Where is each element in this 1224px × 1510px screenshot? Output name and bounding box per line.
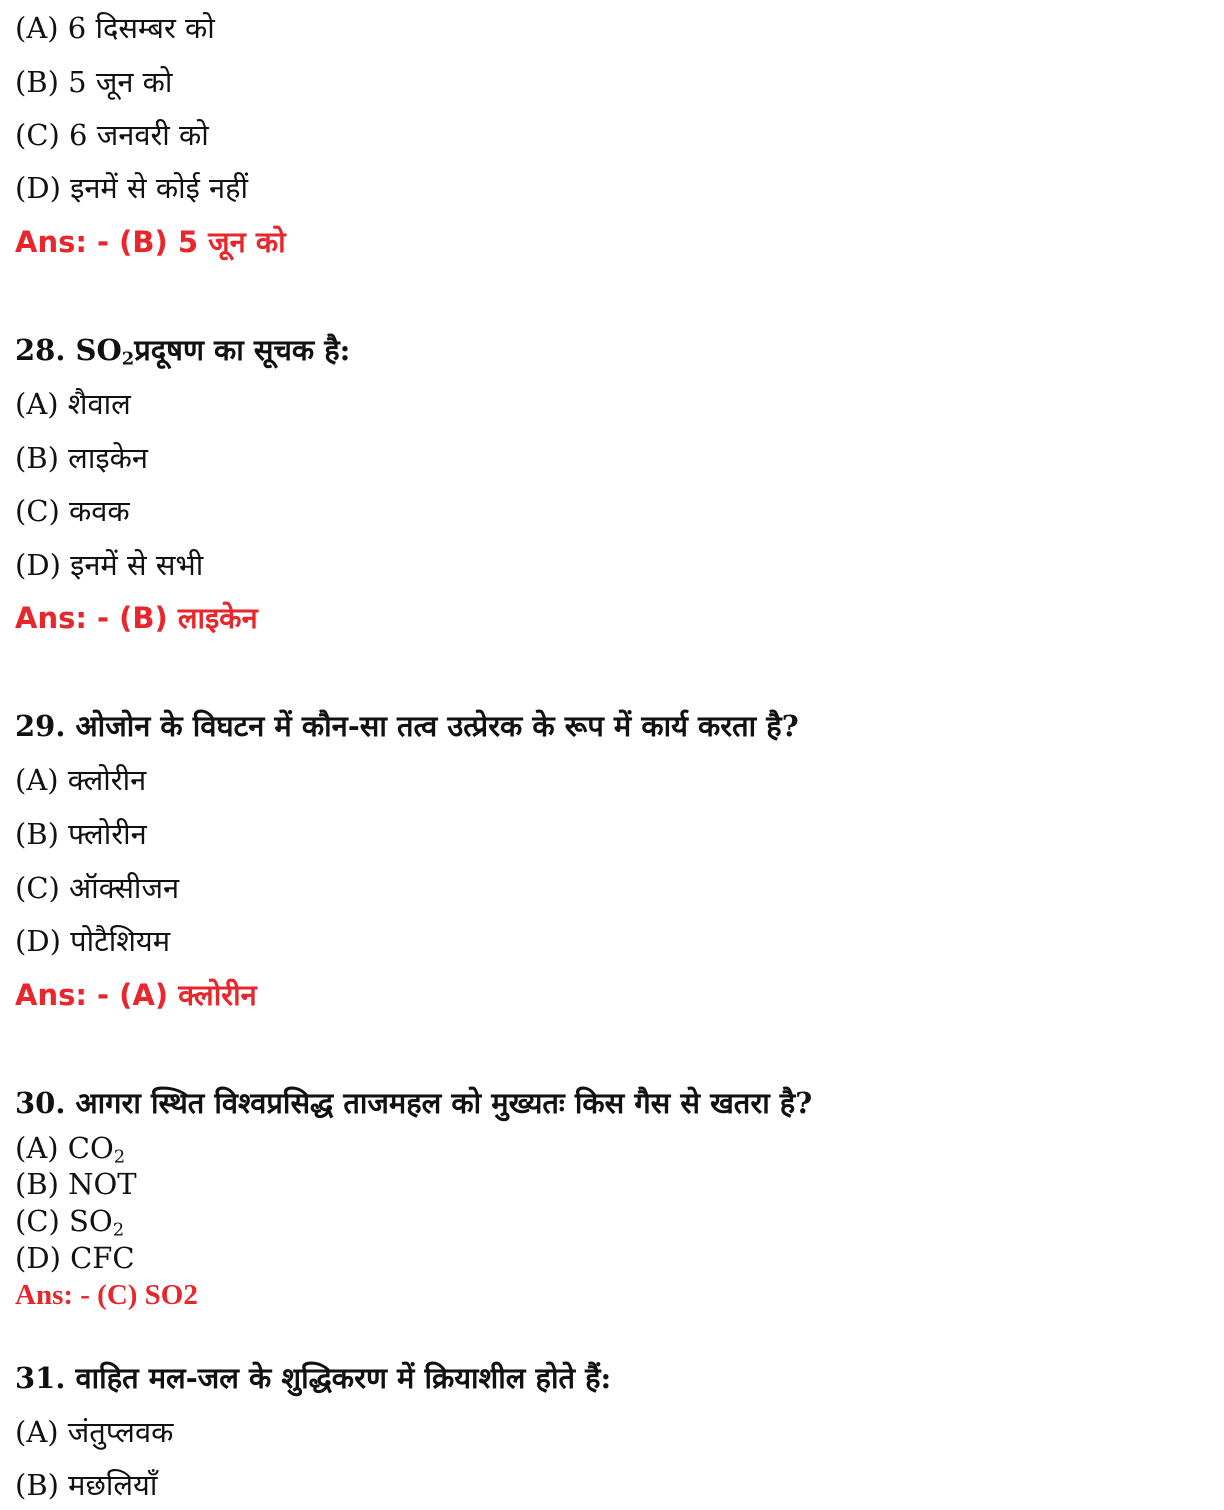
option-c: (C) कवक xyxy=(15,494,130,528)
answer-line: Ans: - (C) SO2 xyxy=(15,1279,198,1311)
option-d: (D) पोटैशियम xyxy=(15,924,171,958)
answer-line: Ans: - (B) 5 जून को xyxy=(15,225,286,259)
option-d xyxy=(15,1241,135,1275)
option-a: (A) जंतुप्लवक xyxy=(15,1415,174,1449)
option-d-text: (D) CFC xyxy=(15,1241,135,1275)
question-28-suffix: प्रदूषण का सूचक है: xyxy=(134,333,351,367)
answer-line: Ans: - (B) लाइकेन xyxy=(15,601,258,635)
option-b xyxy=(15,1167,137,1201)
option-b: (B) लाइकेन xyxy=(15,441,148,475)
option-d: (D) इनमें से कोई नहीं xyxy=(15,171,249,205)
option-a-sub: 2 xyxy=(113,1146,126,1168)
option-a: (A) क्लोरीन xyxy=(15,763,147,797)
question-28-prefix: 28. SO xyxy=(15,333,122,367)
answer-line: Ans: - (A) क्लोरीन xyxy=(15,978,257,1012)
question-28-sub: 2 xyxy=(121,348,135,370)
option-a: (A) शैवाल xyxy=(15,387,131,421)
option-d: (D) इनमें से सभी xyxy=(15,548,204,582)
question-31: 31. वाहित मल-जल के शुद्धिकरण में क्रियाशील होते हैं: xyxy=(15,1361,612,1395)
option-b: (B) फ्लोरीन xyxy=(15,817,147,851)
option-c: (C) 6 जनवरी को xyxy=(15,118,209,152)
option-c-sub: 2 xyxy=(112,1219,125,1241)
option-b: (B) मछलियाँ xyxy=(15,1468,158,1502)
option-b: (B) 5 जून को xyxy=(15,65,173,99)
option-c-text: (C) SO xyxy=(15,1204,113,1238)
option-b-text: (B) NOT xyxy=(15,1167,137,1201)
question-28 xyxy=(15,330,350,370)
option-a-text: (A) CO xyxy=(15,1131,114,1165)
question-29: 29. ओजोन के विघटन में कौन-सा तत्व उत्प्रेरक के रूप में कार्य करता है? xyxy=(15,709,799,743)
option-a: (A) 6 दिसम्बर को xyxy=(15,11,215,45)
question-30: 30. आगरा स्थित विश्वप्रसिद्ध ताजमहल को मुख्यतः किस गैस से खतरा है? xyxy=(15,1086,813,1120)
option-c xyxy=(15,1204,125,1241)
option-a xyxy=(15,1131,126,1168)
option-c: (C) ऑक्सीजन xyxy=(15,871,180,905)
